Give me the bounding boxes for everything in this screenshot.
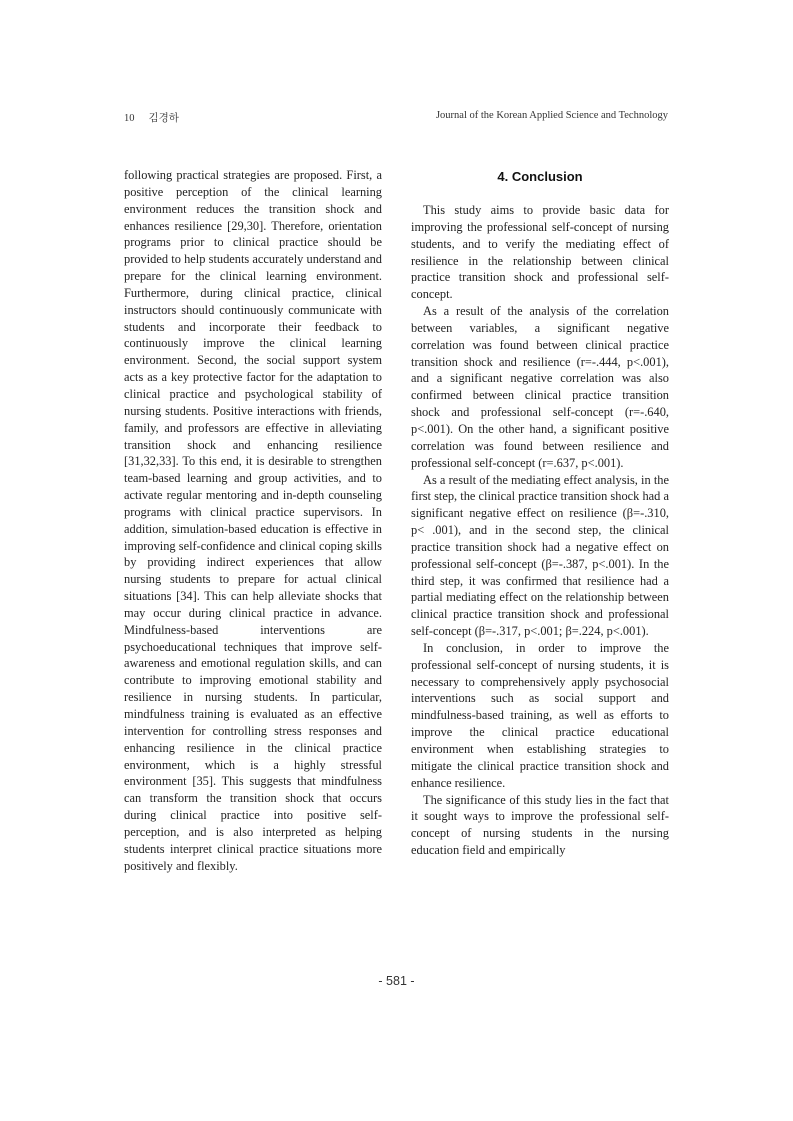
running-head bbox=[124, 110, 668, 126]
body-paragraph: The significance of this study lies in the fact that it sought ways to improve the professional self-concept of nursing students in the nursing education field and empirically bbox=[411, 792, 669, 858]
body-paragraph: As a result of the mediating effect analysis, in the first step, the clinical practice transition shock had a significant negative effect on resilience (β=-.310, p< .001), and in the second step, the clinical practice transition shock had a negative effect on professional self-concept (β=-.387, p<.001). In the third step, it was confirmed that resilience had a partial mediating effect on the relationship between clinical practice transition shock and professional self-concept (β=-.317, p<.001; β=.224, p<.001). bbox=[411, 472, 669, 639]
body-paragraph: As a result of the analysis of the correlation between variables, a significant negative correlation was found between clinical practice transition shock and resilience (r=-.444, p<.001), and a significant negative correlation was also confirmed between clinical practice transition shock and professional self-concept (r=-.640, p<.001). On the other hand, a significant positive correlation was found between resilience and professional self-concept (r=.637, p<.001). bbox=[411, 304, 669, 470]
section-heading-conclusion: 4. Conclusion bbox=[497, 169, 583, 184]
header-author: 김경하 bbox=[148, 113, 179, 124]
right-column bbox=[411, 167, 669, 859]
body-paragraph: following practical strategies are proposed. First, a positive perception of the clinical learning environment reduces the transition shock and enhances resilience [29,30]. Therefore, orientation programs prior to clinical practice should be provided to help students accurately understand and prepare for the clinical learning environment. Furthermore, during clinical practice, clinical instructors should continuously communicate with students and incorporate their feedback to continuously improve the clinical learning environment. Second, the social support system acts as a key protective factor for the adaptation to clinical practice and psychological stability of nursing students. Positive interactions with friends, family, and professors are effective in alleviating transition shock and enhancing resilience [31,32,33]. To this end, it is desirable to strengthen team-based learning and group activities, and to activate regular mentoring and in-depth counseling programs with clinical practice supervisors. In addition, simulation-based education is effective in improving self-confidence and clinical coping skills by providing indirect experiences that allow nursing students to prepare for actual clinical situations [34]. This can help alleviate shocks that may occur during clinical practice in advance. Mindfulness-based interventions are psychoeducational techniques that improve self-awareness and emotional regulation skills, and can contribute to improving emotional stability and resilience in nursing students. In particular, mindfulness training is evaluated as an effective intervention for controlling stress responses and enhancing resilience in the clinical practice environment, which is a highly stressful environment [35]. This suggests that mindfulness can transform the transition shock that occurs during clinical practice into positive self-perception, and is also interpreted as helping students interpret clinical practice situations more positively and flexibly. bbox=[124, 168, 382, 873]
running-head-left bbox=[124, 110, 179, 125]
header-page-number: 10 bbox=[124, 113, 135, 124]
body-paragraph: In conclusion, in order to improve the professional self-concept of nursing students, it is necessary to comprehensively apply psychosocial interventions such as social support and mindfulness-based training, as well as efforts to improve the clinical practice educational environment when establishing strategies to mitigate the clinical practice transition shock and enhance resilience. bbox=[411, 640, 669, 790]
page-folio: - 581 - bbox=[378, 974, 415, 988]
left-column bbox=[124, 167, 382, 874]
header-journal-title: Journal of the Korean Applied Science and Technology bbox=[435, 110, 668, 121]
body-paragraph: This study aims to provide basic data for improving the professional self-concept of nursing students, and to verify the mediating effect of resilience in the relationship between clinical practice transition shock and professional self-concept. bbox=[411, 203, 669, 302]
